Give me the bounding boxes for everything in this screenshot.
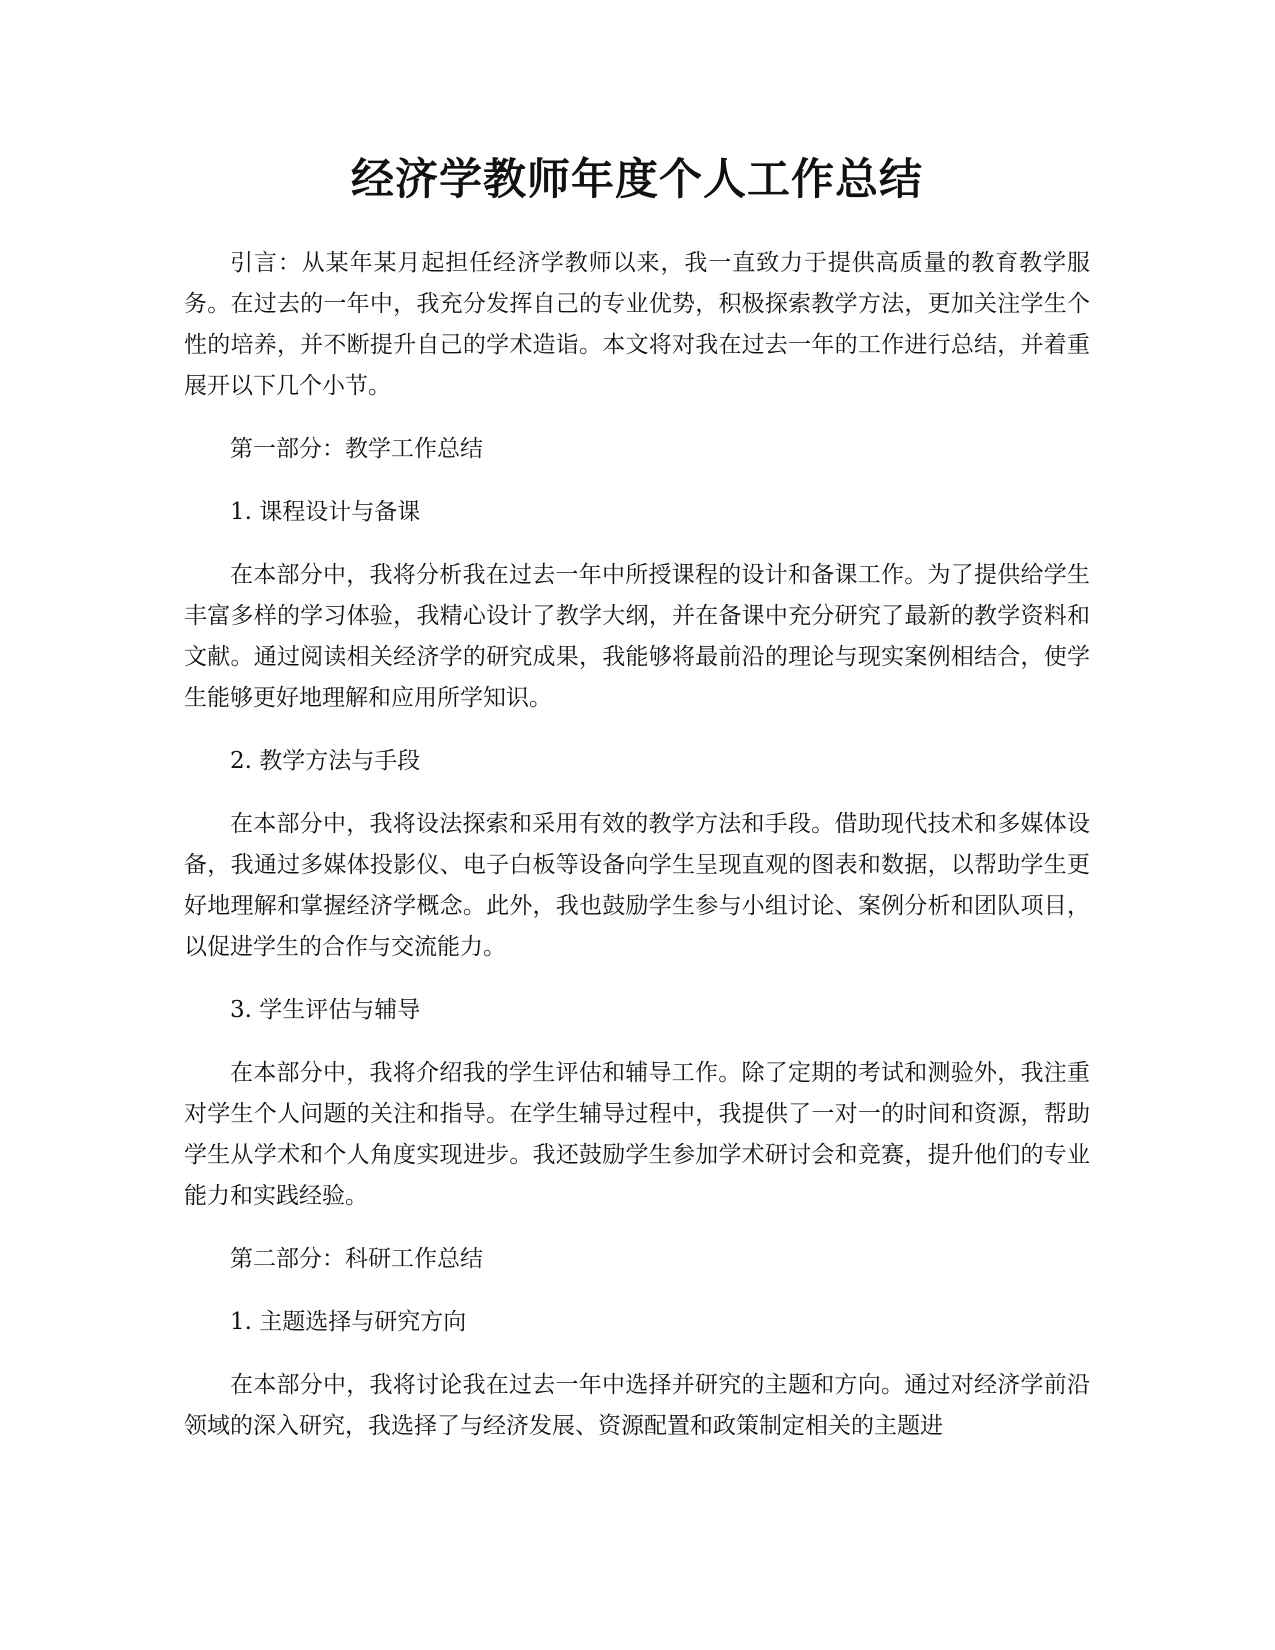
subsection-heading-research-topic: 1. 主题选择与研究方向: [230, 1309, 467, 1335]
document-body: [184, 243, 1090, 1469]
paragraph-teaching-methods: 在本部分中，我将设法探索和采用有效的教学方法和手段。借助现代技术和多媒体设备，我通过多媒体投影仪、电子白板等设备向学生呈现直观的图表和数据，以帮助学生更好地理解和掌握经济学概念。此外，我也鼓励学生参与小组讨论、案例分析和团队项目，以促进学生的合作与交流能力。: [184, 811, 1090, 960]
paragraph-student-assessment: 在本部分中，我将介绍我的学生评估和辅导工作。除了定期的考试和测验外，我注重对学生个人问题的关注和指导。在学生辅导过程中，我提供了一对一的时间和资源，帮助学生从学术和个人角度实现进步。我还鼓励学生参加学术研讨会和竞赛，提升他们的专业能力和实践经验。: [184, 1060, 1090, 1209]
subsection-heading-course-design: 1. 课程设计与备课: [230, 499, 421, 525]
document-title: 经济学教师年度个人工作总结: [351, 155, 923, 205]
paragraph-research-topic: 在本部分中，我将讨论我在过去一年中选择并研究的主题和方向。通过对经济学前沿领域的深入研究，我选择了与经济发展、资源配置和政策制定相关的主题进: [184, 1372, 1090, 1439]
document-page: [184, 0, 1090, 1650]
subsection-heading-teaching-methods: 2. 教学方法与手段: [230, 748, 421, 774]
subsection-heading-student-assessment: 3. 学生评估与辅导: [230, 997, 421, 1023]
section-heading-part-1: 第一部分：教学工作总结: [230, 436, 483, 462]
paragraph-course-design: 在本部分中，我将分析我在过去一年中所授课程的设计和备课工作。为了提供给学生丰富多样的学习体验，我精心设计了教学大纲，并在备课中充分研究了最新的教学资料和文献。通过阅读相关经济学的研究成果，我能够将最前沿的理论与现实案例相结合，使学生能够更好地理解和应用所学知识。: [184, 562, 1090, 711]
intro-paragraph: 引言：从某年某月起担任经济学教师以来，我一直致力于提供高质量的教育教学服务。在过去的一年中，我充分发挥自己的专业优势，积极探索教学方法，更加关注学生个性的培养，并不断提升自己的学术造诣。本文将对我在过去一年的工作进行总结，并着重展开以下几个小节。: [184, 250, 1090, 399]
section-heading-part-2: 第二部分：科研工作总结: [230, 1246, 483, 1272]
